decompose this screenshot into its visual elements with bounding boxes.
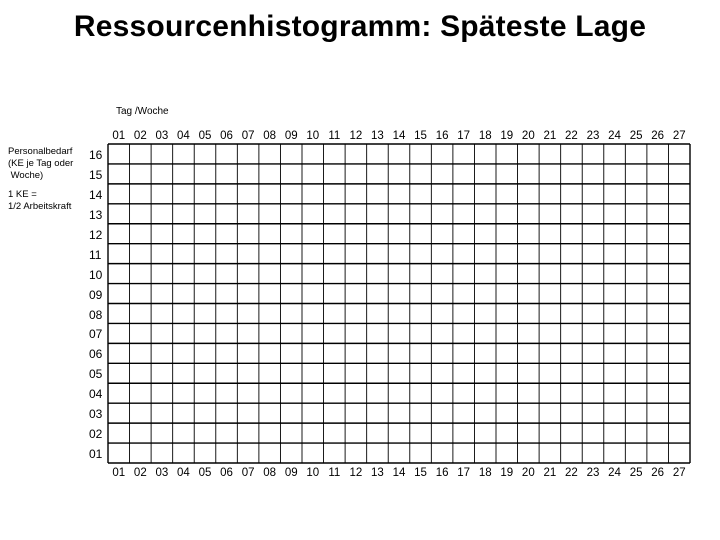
x-label-top: 11 <box>328 130 341 142</box>
x-label-bottom: 16 <box>435 467 449 479</box>
x-label-top: 02 <box>133 130 147 142</box>
x-label-bottom: 05 <box>198 467 212 479</box>
x-label-bottom: 04 <box>177 467 190 479</box>
y-label: 07 <box>89 327 103 342</box>
x-label-top: 06 <box>220 130 233 142</box>
x-label-bottom: 06 <box>220 467 233 479</box>
x-label-bottom: 25 <box>629 467 643 479</box>
x-unit-label: Tag /Woche <box>116 106 169 117</box>
x-label-top: 24 <box>608 130 621 142</box>
y-label: 14 <box>89 187 103 202</box>
y-axis-note-personnel-demand: Personalbedarf (KE je Tag oder Woche) <box>8 146 74 181</box>
x-label-bottom: 26 <box>651 467 665 479</box>
x-label-top: 20 <box>521 130 535 142</box>
x-label-top: 19 <box>500 130 514 142</box>
y-label: 01 <box>89 447 103 462</box>
x-label-bottom: 14 <box>392 467 406 479</box>
x-label-top: 04 <box>177 130 190 142</box>
y-label: 05 <box>89 367 103 382</box>
x-label-bottom: 07 <box>241 467 255 479</box>
x-label-bottom: 19 <box>500 467 514 479</box>
x-label-bottom: 08 <box>263 467 277 479</box>
x-label-bottom: 10 <box>306 467 320 479</box>
y-label: 04 <box>89 387 103 402</box>
y-label: 06 <box>89 347 103 362</box>
x-label-bottom: 03 <box>155 467 169 479</box>
x-label-bottom: 18 <box>478 467 492 479</box>
x-label-bottom: 13 <box>371 467 384 479</box>
x-label-bottom: 11 <box>328 467 341 479</box>
x-label-top: 21 <box>543 130 557 142</box>
x-label-bottom: 09 <box>284 467 298 479</box>
x-label-top: 25 <box>629 130 643 142</box>
x-label-top: 15 <box>414 130 427 142</box>
y-label: 08 <box>89 307 103 322</box>
x-label-top: 13 <box>371 130 384 142</box>
y-label: 13 <box>89 207 103 222</box>
y-label: 10 <box>89 267 103 282</box>
x-label-bottom: 21 <box>543 467 557 479</box>
x-label-bottom: 22 <box>565 467 578 479</box>
y-label: 11 <box>89 247 102 262</box>
y-label: 02 <box>89 427 103 442</box>
y-label: 16 <box>89 148 103 162</box>
x-label-top: 08 <box>263 130 277 142</box>
x-label-bottom: 17 <box>457 467 471 479</box>
x-label-bottom: 24 <box>608 467 621 479</box>
y-label: 03 <box>89 407 103 422</box>
x-label-top: 14 <box>392 130 406 142</box>
x-label-top: 18 <box>478 130 492 142</box>
y-label: 15 <box>89 167 103 182</box>
x-label-bottom: 12 <box>349 467 363 479</box>
x-label-bottom: 27 <box>672 467 686 479</box>
x-label-bottom: 15 <box>414 467 427 479</box>
x-label-top: 09 <box>284 130 298 142</box>
y-label: 12 <box>89 227 103 242</box>
x-label-top: 26 <box>651 130 665 142</box>
x-label-top: 01 <box>112 130 126 142</box>
y-axis-note-unit-definition: 1 KE = 1/2 Arbeitskraft <box>8 189 72 212</box>
x-label-top: 07 <box>241 130 255 142</box>
x-label-top: 10 <box>306 130 320 142</box>
x-label-top: 05 <box>198 130 212 142</box>
page-title: Ressourcenhistogramm: Späteste Lage <box>73 10 647 43</box>
y-label: 09 <box>89 287 103 302</box>
x-label-bottom: 20 <box>521 467 535 479</box>
x-label-top: 03 <box>155 130 169 142</box>
x-label-top: 22 <box>565 130 578 142</box>
x-label-bottom: 02 <box>133 467 147 479</box>
x-label-top: 12 <box>349 130 363 142</box>
x-label-bottom: 01 <box>112 467 126 479</box>
x-label-top: 23 <box>586 130 600 142</box>
x-label-top: 17 <box>457 130 471 142</box>
x-label-top: 16 <box>435 130 449 142</box>
x-label-bottom: 23 <box>586 467 600 479</box>
x-label-top: 27 <box>672 130 686 142</box>
